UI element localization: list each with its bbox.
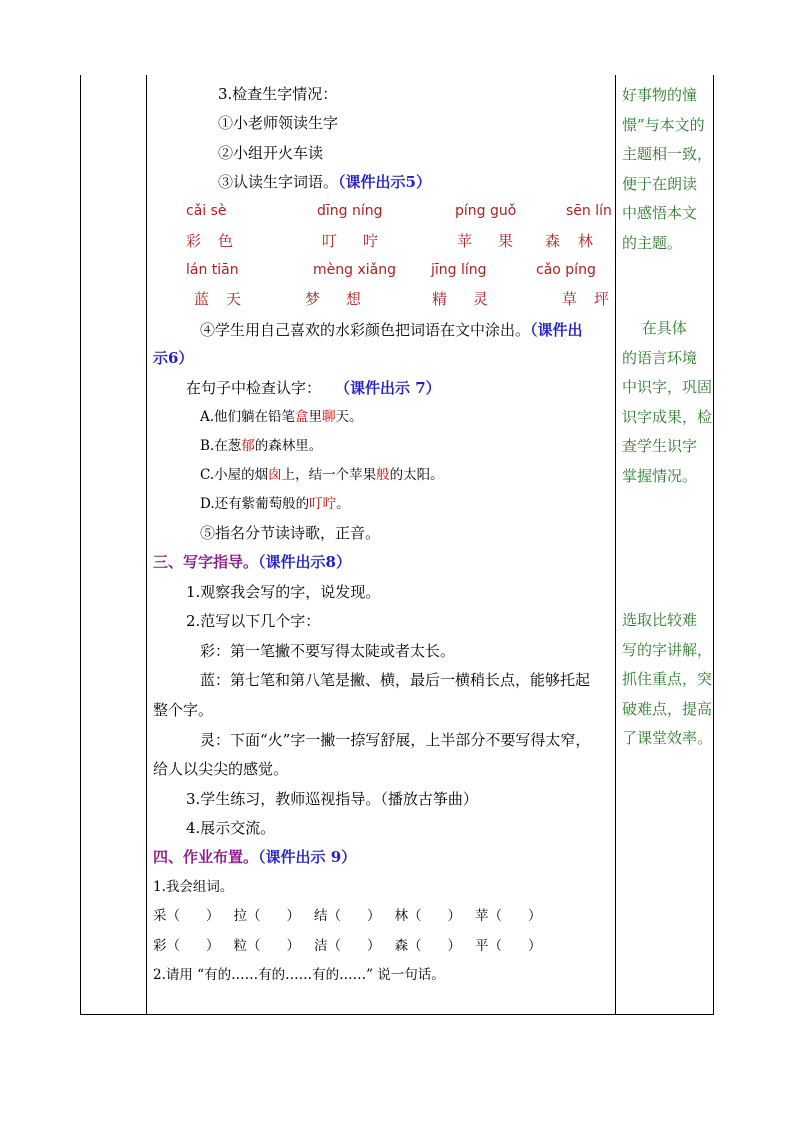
write-tip-cai: 彩：第一笔撇不要写得太陡或者太长。 [200, 642, 456, 660]
vocab-char: 森 [545, 232, 561, 250]
vocab-pinyin: sēn lín [566, 203, 612, 219]
section-writing-guide: 三、写字指导。（课件出示8） [153, 553, 351, 571]
design-note-3: 选取比较难 写的字讲解， 抓住重点，突 破难点，提高 了课堂效率。 [622, 611, 713, 747]
courseware-ref-6b: 示6） [153, 349, 194, 367]
sentence-c: C.小屋的烟囱上，结一个苹果般的太阳。 [200, 467, 444, 483]
table-border-bottom [80, 1014, 714, 1015]
table-divider-1 [146, 75, 147, 1015]
sentence-b: B.在葱郁的森林里。 [200, 438, 323, 454]
write-tip-lan: 蓝：第七笔和第八笔是撇、横，最后一横稍长点，能够托起 [200, 671, 591, 689]
write-tip-ling: 灵：下面“火”字一撇一捺写舒展，上半部分不要写得太窄， [200, 731, 591, 749]
vocab-pinyin: jīng líng [431, 262, 487, 278]
vocab-char: 梦 [305, 290, 321, 308]
vocab-pinyin: cǎo píng [536, 262, 596, 278]
vocab-char: 精 [432, 290, 448, 308]
check-in-sentences: 在句子中检查认字： （课件出示 7） [186, 379, 441, 397]
check-chars-step: 3.检查生字情况： [218, 85, 338, 103]
homework-1: 1.我会组词。 [153, 879, 234, 895]
homework-word-row-1: 采（ ） 拉（ ） 结（ ） 林（ ） 苹（ ） [153, 908, 542, 924]
design-note-2: 在具体 的语言环境 中识字，巩固 识字成果，检 查学生识字 掌握情况。 [622, 319, 713, 485]
vocab-pinyin: lán tiān [186, 262, 239, 278]
vocab-char: 色 [218, 232, 234, 250]
courseware-ref-9: （课件出示 9） [258, 848, 357, 866]
write-step-2: 2.范写以下几个字： [186, 612, 321, 630]
courseware-ref-8: （课件出示8） [258, 553, 351, 571]
vocab-char: 林 [578, 232, 594, 250]
sentence-d: D.还有紫葡萄般的叮咛。 [200, 496, 350, 512]
vocab-pinyin: mèng xiǎng [313, 262, 396, 278]
homework-2: 2.请用 “有的……有的……有的……” 说一句话。 [153, 967, 445, 983]
vocab-pinyin: dīng níng [317, 203, 383, 219]
step-group-train: ②小组开火车读 [218, 144, 324, 162]
courseware-ref-7: （课件出示 7） [335, 379, 441, 397]
step-teacher-lead: ①小老师领读生字 [218, 114, 339, 132]
vocab-char: 果 [498, 232, 514, 250]
step-read-words: ③认读生字词语。（课件出示5） [218, 173, 431, 191]
vocab-char: 蓝 [194, 290, 210, 308]
vocab-char: 草 [562, 290, 578, 308]
vocab-pinyin: píng guǒ [455, 203, 517, 219]
write-step-3: 3.学生练习，教师巡视指导。（播放古筝曲） [186, 790, 478, 808]
vocab-char: 叮 [322, 232, 338, 250]
courseware-ref-5: （课件出示5） [338, 173, 431, 191]
vocab-char: 灵 [473, 290, 489, 308]
vocab-char: 坪 [594, 290, 610, 308]
vocab-char: 彩 [186, 232, 202, 250]
write-step-1: 1.观察我会写的字，说发现。 [186, 583, 381, 601]
section-homework: 四、作业布置。（课件出示 9） [153, 848, 357, 866]
homework-word-row-2: 彩（ ） 粒（ ） 洁（ ） 森（ ） 平（ ） [153, 938, 542, 954]
step-color-words: ④学生用自己喜欢的水彩颜色把词语在文中涂出。（课件出 [200, 321, 583, 339]
write-tip-lan-cont: 整个字。 [153, 701, 214, 719]
design-note-1: 好事物的憧 憬”与本文的 主题相一致， 便于在朗读 中感悟本文 的主题。 [622, 86, 713, 252]
write-step-4: 4.展示交流。 [186, 819, 276, 837]
table-divider-2 [615, 75, 616, 1015]
write-tip-ling-cont: 给人以尖尖的感觉。 [153, 760, 289, 778]
step-read-poem: ⑤指名分节读诗歌，正音。 [200, 524, 381, 542]
courseware-ref-6a: （课件出 [530, 321, 583, 339]
vocab-char: 天 [226, 290, 242, 308]
vocab-pinyin: cǎi sè [186, 203, 227, 219]
vocab-char: 想 [346, 290, 362, 308]
sentence-a: A.他们躺在铅笔盒里聊天。 [200, 409, 363, 425]
vocab-char: 苹 [457, 232, 473, 250]
table-border-left [80, 75, 81, 1015]
vocab-char: 咛 [363, 232, 379, 250]
